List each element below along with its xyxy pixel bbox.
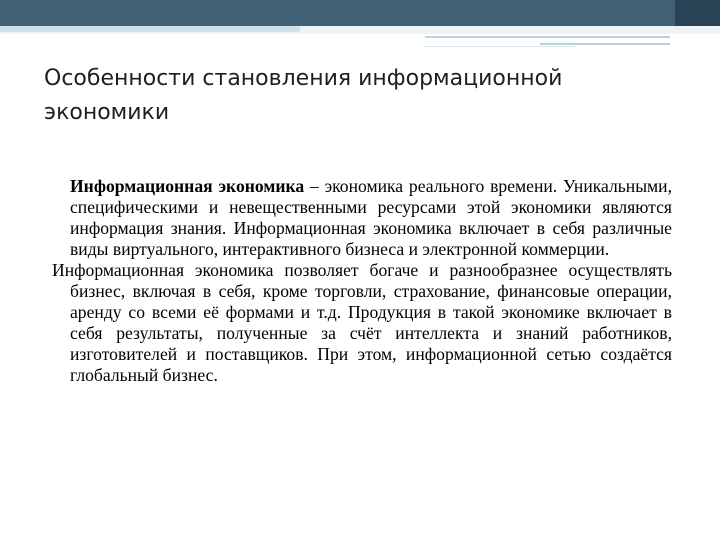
header-band-dark-end: [675, 0, 720, 26]
decorative-line: [425, 46, 575, 47]
slide-body: [52, 176, 672, 386]
slide-title: Особенности становления информационной экономики: [44, 66, 563, 125]
defined-term: Информационная экономика: [70, 176, 305, 196]
decorative-line: [425, 36, 670, 38]
definition-text: – экономика реального времени. Уникальными, специфическими и невещественными ресурсами этой экономики являются информация знания. Информационная экономика включает в себя различные виды виртуального, интерактивного бизнеса и электронной коммерции.: [70, 176, 672, 259]
paragraph-definition: [52, 176, 672, 260]
header-band-accent: [0, 26, 300, 32]
paragraph-description: Информационная экономика позволяет богаче и разнообразнее осуществлять бизнес, включая в себя, кроме торговли, страхование, финансовые операции, аренду со всеми её формами и т.д. Продукция в такой экономике включает в себя результаты, полученные за счёт интеллекта и знаний работников, изготовителей и поставщиков. При этом, информационной сетью создаётся глобальный бизнес.: [52, 260, 672, 385]
header-band: [0, 0, 720, 26]
decorative-line: [540, 43, 670, 45]
